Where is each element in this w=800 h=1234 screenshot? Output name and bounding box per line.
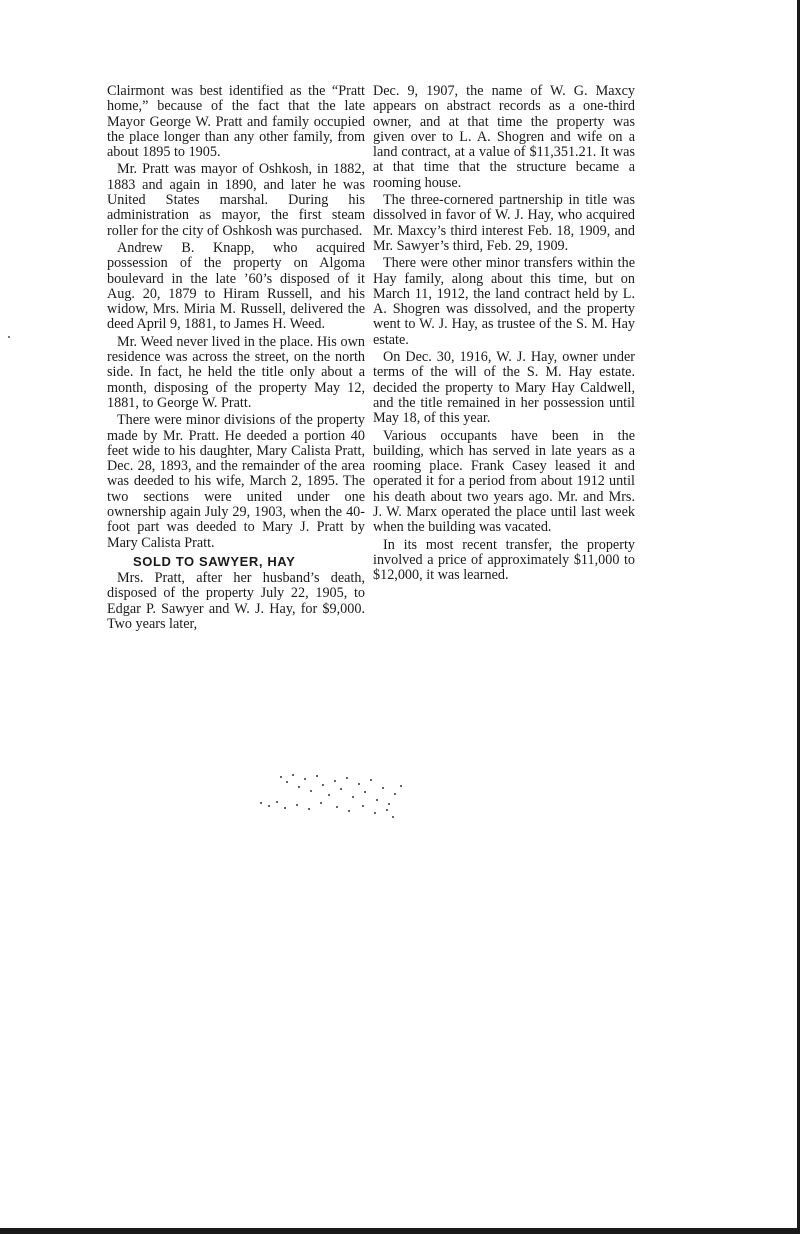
article-paragraph: In its most recent transfer, the property involved a price of approximately $11,000 to $12,000, it was learned. xyxy=(373,536,635,584)
scan-speckle-marks xyxy=(252,772,412,822)
scan-stray-mark xyxy=(8,336,10,338)
article-paragraph: There were other minor transfers within the Hay family, along about this time, but on March 11, 1912, the land contract held by L. A. Shogren was dissolved, and the property went to W. J. Hay, as trustee of the S. M. Hay estate. xyxy=(373,255,635,348)
article-paragraph: Dec. 9, 1907, the name of W. G. Maxcy appears on abstract records as a one-third owner, and at that time the property was given over to L. A. Shogren and wife on a land contract, at a value of $11,351.21. It was at that time that the structure became a rooming house. xyxy=(373,83,635,191)
article-paragraph: Various occupants have been in the building, which has served in late years as a rooming place. Frank Casey leased it and operated it for a period from about 1912 until his death about two years ago. Mr. and Mrs. J. W. Marx operated the place until last week when the building was vacated. xyxy=(373,427,635,536)
scan-edge-border-bottom xyxy=(0,1228,800,1234)
article-paragraph: Mr. Pratt was mayor of Oshkosh, in 1882, 1883 and again in 1890, and later he was United States marshal. During his administration as mayor, the first steam roller for the city of Oshkosh was purchased. xyxy=(107,161,365,239)
article-paragraph: Mr. Weed never lived in the place. His own residence was across the street, on the north side. In fact, he held the title only about a month, disposing of the property May 12, 1881, to George W. Pratt. xyxy=(107,333,365,411)
article-paragraph: Clairmont was best identified as the “Pratt home,” because of the fact that the late Mayor George W. Pratt and family occupied the place longer than any other family, from about 1895 to 1905. xyxy=(107,83,365,161)
article-paragraph: On Dec. 30, 1916, W. J. Hay, owner under terms of the will of the S. M. Hay estate. decided the property to Mary Hay Caldwell, and the title remained in her possession until May 18, of this year. xyxy=(373,349,635,427)
article-paragraph: There were minor divisions of the property made by Mr. Pratt. He deeded a portion 40 feet wide to his daughter, Mary Calista Pratt, Dec. 28, 1893, and the remainder of the area was deeded to his wife, March 2, 1895. The two sections were united under one ownership again July 29, 1903, when the 40-foot part was deeded to Mary J. Pratt by Mary Calista Pratt. xyxy=(107,412,365,551)
article-paragraph: Andrew B. Knapp, who acquired possession of the property on Algoma boulevard in the late ’60’s disposed of it Aug. 20, 1879 to Hiram Russell, and his widow, Mrs. Miria M. Russell, delivered the deed April 9, 1881, to James H. Weed. xyxy=(107,239,365,333)
article-paragraph: The three-cornered partnership in title was dissolved in favor of W. J. Hay, who acquired Mr. Maxcy’s third interest Feb. 18, 1909, and Mr. Sawyer’s third, Feb. 29, 1909. xyxy=(373,192,635,254)
article-paragraph: Mrs. Pratt, after her husband’s death, disposed of the property July 22, 1905, to Edgar P. Sawyer and W. J. Hay, for $9,000. Two years later, xyxy=(107,569,365,632)
article-column-right xyxy=(373,84,635,586)
article-column-left xyxy=(107,84,365,634)
section-subheading: SOLD TO SAWYER, HAY xyxy=(133,553,296,569)
